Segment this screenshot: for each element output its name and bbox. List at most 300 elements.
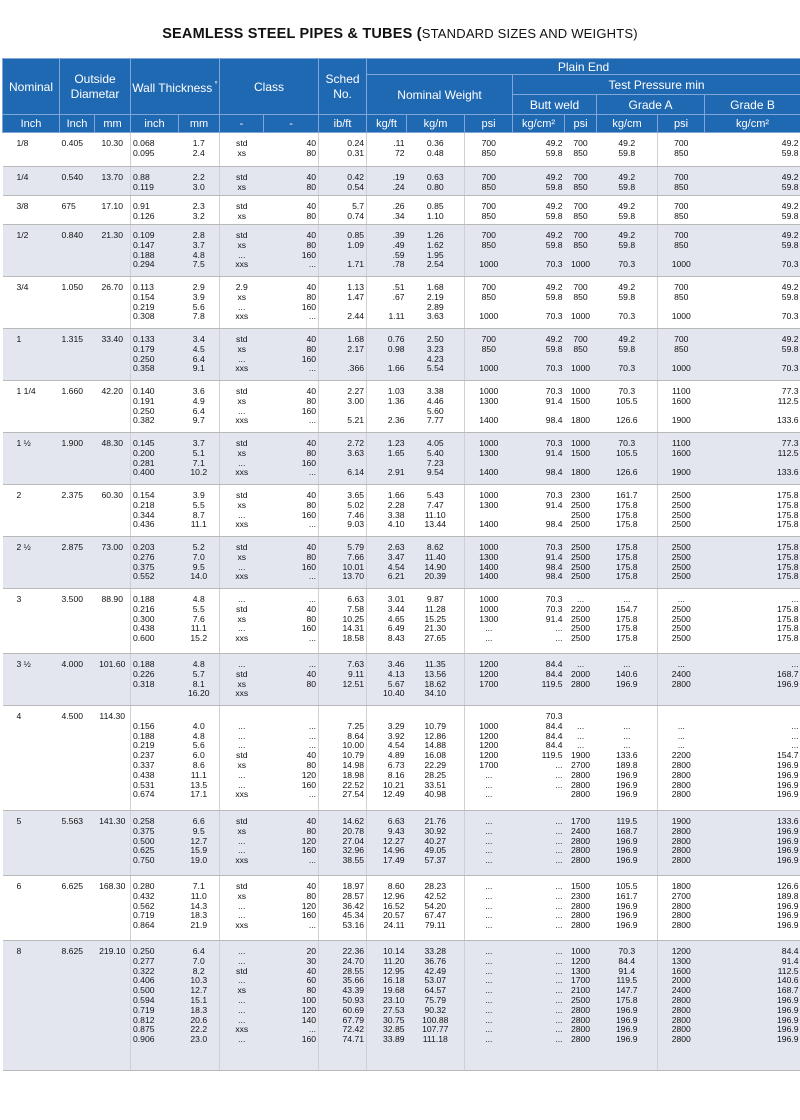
cell-od-in: 3.500	[60, 589, 95, 654]
cell-od-in: 4.000	[60, 654, 95, 706]
cell-od-mm: 26.70	[95, 277, 131, 329]
cell-od-mm: 168.30	[95, 876, 131, 941]
cell-bw-psi: ... ... ... ... ...	[465, 876, 513, 941]
cell-lbft: 2.72 3.63 6.14	[319, 433, 367, 485]
cell-bw-kg: 70.3 91.4 98.4	[513, 433, 565, 485]
table-row	[3, 433, 800, 485]
cell-ga-kg: 49.2 59.8 70.3	[597, 225, 658, 277]
cell-bw-kg: 84.4 84.4 119.5	[513, 654, 565, 706]
cell-gb-psi: 1200 1300 1600 2000 2400 2800 2800 2800 2800 2800	[658, 941, 705, 1071]
cell-bw-psi: 1000 1300 1400 1400	[465, 537, 513, 589]
cell-wall-mm: 6.4 7.0 8.2 10.3 12.7 15.1 18.3 20.6 22.2 23.0	[179, 941, 220, 1071]
table-row	[3, 654, 800, 706]
cell-cls: ... ... std ... xs ... ... ... xxs ...	[220, 941, 264, 1071]
cell-ga-kg: ... 154.7 175.8 175.8 175.8	[597, 589, 658, 654]
cell-bw-kg: 49.2 59.8 70.3	[513, 277, 565, 329]
cell-gb-kg: 77.3 112.5 133.6	[705, 433, 800, 485]
cell-bw-kg: 70.3 70.3 91.4 ... ...	[513, 589, 565, 654]
cell-lbft: 2.27 3.00 5.21	[319, 381, 367, 433]
cell-lbft: 18.97 28.57 36.42 45.34 53.16	[319, 876, 367, 941]
cell-gb-psi: 700 850 1000	[658, 277, 705, 329]
cell-wall-mm: 2.8 3.7 4.8 7.5	[179, 225, 220, 277]
cell-wall-in: 0.188 0.226 0.318	[131, 654, 179, 706]
cell-od-mm: 101.60	[95, 654, 131, 706]
cell-gb-psi: ... 2500 2500 2500 2500	[658, 589, 705, 654]
cell-od-mm: 10.30	[95, 133, 131, 167]
cell-wall-in: 0.133 0.179 0.250 0.358	[131, 329, 179, 381]
cell-kgm: 8.62 11.40 14.90 20.39	[407, 537, 465, 589]
cell-gb-psi: 1800 2700 2800 2800 2800	[658, 876, 705, 941]
cell-bw-kg: 49.2 59.8	[513, 133, 565, 167]
cell-kgft: 1.66 2.28 3.38 4.10	[367, 485, 407, 537]
cell-bw-psi: 1000 1200 1200 1200 1700 ... ... ...	[465, 706, 513, 811]
table-row	[3, 381, 800, 433]
cell-ga-kg: 49.2 59.8	[597, 167, 658, 196]
cell-gb-psi: ... 2400 2800	[658, 654, 705, 706]
cell-cls: std xs	[220, 133, 264, 167]
unit-header: inch	[131, 115, 179, 133]
cell-kgft: 3.29 3.92 4.54 4.89 6.73 8.16 10.21 12.49	[367, 706, 407, 811]
cell-gb-psi: 700 850 1000	[658, 225, 705, 277]
cell-ga-psi: 700 850	[565, 133, 597, 167]
cell-wall-in: 0.109 0.147 0.188 0.294	[131, 225, 179, 277]
cell-bw-psi: 700 850	[465, 133, 513, 167]
cell-wall-mm: 3.9 5.5 8.7 11.1	[179, 485, 220, 537]
cell-cls: std xs ... xxs	[220, 433, 264, 485]
table-row	[3, 485, 800, 537]
pipe-table-container	[2, 58, 800, 1071]
cell-lbft: 0.42 0.54	[319, 167, 367, 196]
cell-gb-psi: 2500 2500 2500 2500	[658, 537, 705, 589]
cell-wall-in: 0.068 0.095	[131, 133, 179, 167]
cell-nom: 1/4	[3, 167, 60, 196]
cell-bw-kg: ... ... ... ... ... ... ... ... ... ...	[513, 941, 565, 1071]
cell-ga-psi: ... 2000 2800	[565, 654, 597, 706]
cell-cls: std xs ... xxs	[220, 537, 264, 589]
cell-wall-in: 0.91 0.126	[131, 196, 179, 225]
cell-nom: 3	[3, 589, 60, 654]
cell-kgft: .39 .49 .59 .78	[367, 225, 407, 277]
cell-od-in: 0.840	[60, 225, 95, 277]
cell-wall-mm: 1.7 2.4	[179, 133, 220, 167]
cell-od-in: 4.500	[60, 706, 95, 811]
cell-wall-in: 0.145 0.200 0.281 0.400	[131, 433, 179, 485]
cell-bw-psi: 700 850	[465, 196, 513, 225]
cell-wall-in: 0.188 0.216 0.300 0.438 0.600	[131, 589, 179, 654]
cell-nom: 1	[3, 329, 60, 381]
cell-sched: 20 30 40 60 80 100 120 140 ... 160	[264, 941, 319, 1071]
header-sched-no: Sched No.	[319, 59, 367, 115]
table-row	[3, 167, 800, 196]
cell-nom: 1/8	[3, 133, 60, 167]
cell-od-in: 1.900	[60, 433, 95, 485]
cell-cls: std xs ... ... xxs	[220, 876, 264, 941]
table-row	[3, 277, 800, 329]
cell-bw-psi: 1000 1300 1400	[465, 485, 513, 537]
cell-bw-kg: 49.2 59.8 70.3	[513, 225, 565, 277]
cell-kgm: 3.38 4.46 5.60 7.77	[407, 381, 465, 433]
cell-od-in: 1.050	[60, 277, 95, 329]
cell-kgft: .19 .24	[367, 167, 407, 196]
cell-gb-psi: 700 850	[658, 196, 705, 225]
unit-header: kg/cm²	[705, 115, 800, 133]
cell-gb-psi: 1900 2800 2800 2800 2800	[658, 811, 705, 876]
cell-sched: 40 80 160 ...	[264, 277, 319, 329]
cell-wall-mm: 4.8 5.5 7.6 11.1 15.2	[179, 589, 220, 654]
cell-bw-psi: 1000 1000 1300 ... ...	[465, 589, 513, 654]
cell-ga-kg: 49.2 59.8	[597, 196, 658, 225]
cell-ga-kg: 119.5 168.7 196.9 196.9 196.9	[597, 811, 658, 876]
cell-kgm: 1.68 2.19 2.89 3.63	[407, 277, 465, 329]
cell-gb-psi: 1100 1600 1900	[658, 381, 705, 433]
cell-wall-mm: 4.0 4.8 5.6 6.0 8.6 11.1 13.5 17.1	[179, 706, 220, 811]
cell-nom: 1 1/4	[3, 381, 60, 433]
cell-wall-mm: 3.7 5.1 7.1 10.2	[179, 433, 220, 485]
cell-kgft: 3.46 4.13 5.67 10.40	[367, 654, 407, 706]
cell-nom: 8	[3, 941, 60, 1071]
cell-lbft: 5.7 0.74	[319, 196, 367, 225]
cell-od-in: 8.625	[60, 941, 95, 1071]
cell-kgm: 10.79 12.86 14.88 16.08 22.29 28.25 33.51 40.98	[407, 706, 465, 811]
cell-cls: 2.9 xs ... xxs	[220, 277, 264, 329]
page-title: SEAMLESS STEEL PIPES & TUBES (STANDARD SIZES AND WEIGHTS)	[162, 26, 638, 42]
cell-gb-kg: ... 168.7 196.9	[705, 654, 800, 706]
units-row	[3, 115, 800, 133]
cell-wall-mm: 4.8 5.7 8.1 16.20	[179, 654, 220, 706]
cell-bw-kg: 70.3 91.4 98.4	[513, 381, 565, 433]
cell-sched: 40 80 160 ...	[264, 537, 319, 589]
cell-ga-kg: 49.2 59.8 70.3	[597, 329, 658, 381]
cell-od-in: 2.375	[60, 485, 95, 537]
cell-ga-psi: 2300 2500 2500 2500	[565, 485, 597, 537]
cell-kgm: 21.76 30.92 40.27 49.05 57.37	[407, 811, 465, 876]
cell-nom: 1/2	[3, 225, 60, 277]
cell-sched: 40 80	[264, 133, 319, 167]
table-row	[3, 133, 800, 167]
cell-ga-psi: 700 850	[565, 196, 597, 225]
cell-wall-in: 0.88 0.119	[131, 167, 179, 196]
cell-lbft: 3.65 5.02 7.46 9.03	[319, 485, 367, 537]
cell-lbft: 6.63 7.58 10.25 14.31 18.58	[319, 589, 367, 654]
cell-od-mm: 13.70	[95, 167, 131, 196]
cell-gb-psi: 700 850 1000	[658, 329, 705, 381]
cell-kgft: 6.63 9.43 12.27 14.96 17.49	[367, 811, 407, 876]
cell-ga-psi: ... 2200 2500 2500 2500	[565, 589, 597, 654]
cell-kgm: 0.85 1.10	[407, 196, 465, 225]
cell-ga-kg: 70.3 105.5 126.6	[597, 433, 658, 485]
cell-cls: ... ... ... std xs ... ... xxs	[220, 706, 264, 811]
cell-cls: std xs ... xxs	[220, 381, 264, 433]
cell-wall-mm: 3.6 4.9 6.4 9.7	[179, 381, 220, 433]
cell-bw-psi: 700 850 1000	[465, 277, 513, 329]
cell-kgm: 2.50 3.23 4.23 5.54	[407, 329, 465, 381]
header-grade-b: Grade B	[705, 95, 800, 115]
header-grade-a: Grade A	[597, 95, 705, 115]
cell-kgm: 28.23 42.52 54.20 67.47 79.11	[407, 876, 465, 941]
cell-ga-psi: 700 850 1000	[565, 329, 597, 381]
cell-lbft: 14.62 20.78 27.04 32.96 38.55	[319, 811, 367, 876]
cell-bw-psi: 700 850 1000	[465, 329, 513, 381]
cell-gb-kg: ... ... ... 154.7 196.9 196.9 196.9 196.9	[705, 706, 800, 811]
cell-lbft: 5.79 7.66 10.01 13.70	[319, 537, 367, 589]
cell-ga-psi: 1000 1500 1800	[565, 433, 597, 485]
cell-bw-kg: 49.2 59.8 70.3	[513, 329, 565, 381]
cell-ga-kg: 70.3 84.4 91.4 119.5 147.7 175.8 196.9 196.9 196.9 196.9	[597, 941, 658, 1071]
table-row	[3, 329, 800, 381]
cell-cls: std xs	[220, 167, 264, 196]
cell-kgft: .26 .34	[367, 196, 407, 225]
cell-gb-kg: 49.2 59.8	[705, 167, 800, 196]
cell-cls: ... std xs ... xxs	[220, 589, 264, 654]
cell-gb-kg: 49.2 59.8 70.3	[705, 329, 800, 381]
cell-od-in: 1.315	[60, 329, 95, 381]
cell-gb-kg: 175.8 175.8 175.8 175.8	[705, 537, 800, 589]
cell-od-in: 5.563	[60, 811, 95, 876]
cell-od-mm: 48.30	[95, 433, 131, 485]
cell-gb-kg: ... 175.8 175.8 175.8 175.8	[705, 589, 800, 654]
cell-ga-psi: 700 850 1000	[565, 277, 597, 329]
cell-gb-psi: 2500 2500 2500 2500	[658, 485, 705, 537]
cell-kgm: 11.35 13.56 18.62 34.10	[407, 654, 465, 706]
cell-kgm: 0.63 0.80	[407, 167, 465, 196]
cell-kgm: 5.43 7.47 11.10 13.44	[407, 485, 465, 537]
table-row	[3, 589, 800, 654]
unit-header: -	[264, 115, 319, 133]
cell-sched: 40 80	[264, 167, 319, 196]
cell-wall-in: 0.156 0.188 0.219 0.237 0.337 0.438 0.531 0.674	[131, 706, 179, 811]
unit-header: mm	[95, 115, 131, 133]
cell-kgm: 4.05 5.40 7.23 9.54	[407, 433, 465, 485]
cell-od-mm: 114.30	[95, 706, 131, 811]
table-row	[3, 225, 800, 277]
cell-bw-kg: 70.3 91.4 98.4	[513, 485, 565, 537]
cell-cls: std xs ... xxs	[220, 329, 264, 381]
cell-ga-psi: ... ... ... 1900 2700 2800 2800 2800	[565, 706, 597, 811]
cell-nom: 3/8	[3, 196, 60, 225]
header-butt-weld: Butt weld	[513, 95, 597, 115]
cell-lbft: 1.13 1.47 2.44	[319, 277, 367, 329]
cell-wall-mm: 5.2 7.0 9.5 14.0	[179, 537, 220, 589]
cell-wall-in: 0.154 0.218 0.344 0.436	[131, 485, 179, 537]
cell-gb-kg: 77.3 112.5 133.6	[705, 381, 800, 433]
cell-sched: 40 80 160 ...	[264, 433, 319, 485]
table-row	[3, 941, 800, 1071]
cell-cls: std xs ... ... xxs	[220, 811, 264, 876]
cell-sched: 40 80 160 ...	[264, 485, 319, 537]
cell-kgft: 10.14 11.20 12.95 16.18 19.68 23.10 27.53 30.75 32.85 33.89	[367, 941, 407, 1071]
header-nominal-weight: Nominal Weight	[367, 75, 513, 115]
cell-nom: 1 ½	[3, 433, 60, 485]
cell-gb-psi: 700 850	[658, 167, 705, 196]
unit-header: kg/cm²	[513, 115, 565, 133]
cell-od-mm: 33.40	[95, 329, 131, 381]
pipe-size-table	[2, 58, 800, 1071]
cell-sched: 40 80 160 ...	[264, 225, 319, 277]
header-class: Class	[220, 59, 319, 115]
cell-lbft: 7.25 8.64 10.00 10.79 14.98 18.98 22.52 27.54	[319, 706, 367, 811]
cell-lbft: 1.68 2.17 .366	[319, 329, 367, 381]
cell-gb-kg: 49.2 59.8	[705, 133, 800, 167]
table-row	[3, 196, 800, 225]
cell-lbft: 22.36 24.70 28.55 35.66 43.39 50.93 60.69 67.79 72.42 74.71	[319, 941, 367, 1071]
unit-header: ib/ft	[319, 115, 367, 133]
cell-od-in: 0.540	[60, 167, 95, 196]
cell-bw-psi: 1200 1200 1700	[465, 654, 513, 706]
cell-kgft: .11 72	[367, 133, 407, 167]
cell-wall-mm: 2.3 3.2	[179, 196, 220, 225]
cell-od-mm: 73.00	[95, 537, 131, 589]
cell-wall-in: 0.203 0.276 0.375 0.552	[131, 537, 179, 589]
cell-gb-kg: 133.6 196.9 196.9 196.9 196.9	[705, 811, 800, 876]
cell-nom: 3 ½	[3, 654, 60, 706]
table-row	[3, 706, 800, 811]
cell-wall-in: 0.280 0.432 0.562 0.719 0.864	[131, 876, 179, 941]
cell-bw-psi: ... ... ... ... ...	[465, 811, 513, 876]
cell-bw-kg: ... ... ... ... ...	[513, 811, 565, 876]
cell-kgft: 3.01 3.44 4.65 6.49 8.43	[367, 589, 407, 654]
cell-kgft: 2.63 3.47 4.54 6.21	[367, 537, 407, 589]
cell-nom: 5	[3, 811, 60, 876]
cell-od-mm: 60.30	[95, 485, 131, 537]
cell-nom: 2 ½	[3, 537, 60, 589]
cell-od-in: 2.875	[60, 537, 95, 589]
cell-wall-mm: 3.4 4.5 6.4 9.1	[179, 329, 220, 381]
cell-ga-kg: 70.3 105.5 126.6	[597, 381, 658, 433]
unit-header: psi	[658, 115, 705, 133]
cell-gb-psi: ... ... ... 2200 2800 2800 2800 2800	[658, 706, 705, 811]
cell-cls: std xs ... xxs	[220, 225, 264, 277]
cell-kgft: 0.76 0.98 1.66	[367, 329, 407, 381]
cell-cls: std xs	[220, 196, 264, 225]
cell-od-in: 6.625	[60, 876, 95, 941]
cell-bw-kg: 70.3 91.4 98.4 98.4	[513, 537, 565, 589]
cell-bw-psi: 700 850	[465, 167, 513, 196]
cell-lbft: 7.63 9.11 12.51	[319, 654, 367, 706]
cell-wall-mm: 7.1 11.0 14.3 18.3 21.9	[179, 876, 220, 941]
cell-sched: ... 40 80	[264, 654, 319, 706]
cell-ga-kg: 175.8 175.8 175.8 175.8	[597, 537, 658, 589]
unit-header: kg/m	[407, 115, 465, 133]
header-test-pressure: Test Pressure min	[513, 75, 800, 95]
cell-wall-in: 0.113 0.154 0.219 0.308	[131, 277, 179, 329]
unit-header: Inch	[3, 115, 60, 133]
cell-bw-psi: 700 850 1000	[465, 225, 513, 277]
cell-cls: std xs ... xxs	[220, 485, 264, 537]
cell-ga-psi: 700 850 1000	[565, 225, 597, 277]
table-row	[3, 537, 800, 589]
cell-ga-kg: ... ... ... 133.6 189.8 196.9 196.9 196.9	[597, 706, 658, 811]
cell-bw-kg: ... ... ... ... ...	[513, 876, 565, 941]
cell-sched: 40 80 160 ...	[264, 329, 319, 381]
cell-gb-kg: 49.2 59.8	[705, 196, 800, 225]
cell-kgm: 1.26 1.62 1.95 2.54	[407, 225, 465, 277]
cell-nom: 3/4	[3, 277, 60, 329]
cell-wall-mm: 6.6 9.5 12.7 15.9 19.0	[179, 811, 220, 876]
cell-ga-psi: 700 850	[565, 167, 597, 196]
cell-wall-in: 0.250 0.277 0.322 0.406 0.500 0.594 0.719 0.812 0.875 0.906	[131, 941, 179, 1071]
cell-ga-kg: 161.7 175.8 175.8 175.8	[597, 485, 658, 537]
cell-od-mm: 42.20	[95, 381, 131, 433]
cell-gb-psi: 700 850	[658, 133, 705, 167]
cell-ga-psi: 1500 2300 2800 2800 2800	[565, 876, 597, 941]
cell-bw-kg: 49.2 59.8	[513, 196, 565, 225]
cell-bw-psi: 1000 1300 1400	[465, 381, 513, 433]
table-row	[3, 811, 800, 876]
cell-ga-psi: 2500 2500 2500 2500	[565, 537, 597, 589]
cell-wall-mm: 2.2 3.0	[179, 167, 220, 196]
header-plain-end: Plain End	[367, 59, 800, 75]
cell-gb-kg: 126.6 189.8 196.9 196.9 196.9	[705, 876, 800, 941]
cell-gb-kg: 84.4 91.4 112.5 140.6 168.7 196.9 196.9 196.9 196.9 196.9	[705, 941, 800, 1071]
unit-header: psi	[465, 115, 513, 133]
unit-header: -	[220, 115, 264, 133]
cell-sched: ... ... ... 40 80 120 160 ...	[264, 706, 319, 811]
cell-od-mm: 219.10	[95, 941, 131, 1071]
unit-header: psi	[565, 115, 597, 133]
cell-nom: 4	[3, 706, 60, 811]
cell-kgm: 9.87 11.28 15.25 21.30 27.65	[407, 589, 465, 654]
cell-cls: ... std xs xxs	[220, 654, 264, 706]
cell-sched: 40 80 120 160 ...	[264, 811, 319, 876]
unit-header: Inch	[60, 115, 95, 133]
cell-ga-psi: 1000 1500 1800	[565, 381, 597, 433]
cell-ga-kg: 105.5 161.7 196.9 196.9 196.9	[597, 876, 658, 941]
cell-kgft: 8.60 12.96 16.52 20.57 24.11	[367, 876, 407, 941]
unit-header: kg/cm	[597, 115, 658, 133]
cell-gb-kg: 49.2 59.8 70.3	[705, 277, 800, 329]
cell-bw-kg: 70.3 84.4 84.4 84.4 119.5 ... ... ...	[513, 706, 565, 811]
header-wall-thickness: Wall Thickness °	[131, 59, 220, 115]
cell-od-in: 1.660	[60, 381, 95, 433]
cell-od-mm: 88.90	[95, 589, 131, 654]
cell-kgm: 0.36 0.48	[407, 133, 465, 167]
cell-ga-psi: 1000 1200 1300 1700 2100 2500 2800 2800 2800 2800	[565, 941, 597, 1071]
table-body	[3, 133, 800, 1071]
cell-lbft: 0.24 0.31	[319, 133, 367, 167]
cell-lbft: 0.85 1.09 1.71	[319, 225, 367, 277]
cell-ga-kg: 49.2 59.8 70.3	[597, 277, 658, 329]
cell-sched: 40 80	[264, 196, 319, 225]
unit-header: kg/ft	[367, 115, 407, 133]
cell-nom: 2	[3, 485, 60, 537]
cell-od-mm: 141.30	[95, 811, 131, 876]
cell-sched: ... 40 80 160 ...	[264, 589, 319, 654]
cell-ga-kg: 49.2 59.8	[597, 133, 658, 167]
cell-gb-psi: 1100 1600 1900	[658, 433, 705, 485]
cell-ga-psi: 1700 2400 2800 2800 2800	[565, 811, 597, 876]
cell-od-in: 0.405	[60, 133, 95, 167]
cell-wall-in: 0.140 0.191 0.250 0.382	[131, 381, 179, 433]
cell-ga-kg: ... 140.6 196.9	[597, 654, 658, 706]
cell-gb-kg: 175.8 175.8 175.8 175.8	[705, 485, 800, 537]
cell-sched: 40 80 160 ...	[264, 381, 319, 433]
cell-bw-psi: ... ... ... ... ... ... ... ... ... ...	[465, 941, 513, 1071]
cell-gb-kg: 49.2 59.8 70.3	[705, 225, 800, 277]
cell-bw-kg: 49.2 59.8	[513, 167, 565, 196]
unit-header: mm	[179, 115, 220, 133]
table-row	[3, 876, 800, 941]
cell-od-in: 675	[60, 196, 95, 225]
cell-kgft: .51 .67 1.11	[367, 277, 407, 329]
header-nominal: Nominal	[3, 59, 60, 115]
cell-wall-in: 0.258 0.375 0.500 0.625 0.750	[131, 811, 179, 876]
header-outside-diameter: Outside Diametar	[60, 59, 131, 115]
cell-bw-psi: 1000 1300 1400	[465, 433, 513, 485]
cell-kgft: 1.23 1.65 2.91	[367, 433, 407, 485]
cell-nom: 6	[3, 876, 60, 941]
cell-wall-mm: 2.9 3.9 5.6 7.8	[179, 277, 220, 329]
cell-od-mm: 17.10	[95, 196, 131, 225]
